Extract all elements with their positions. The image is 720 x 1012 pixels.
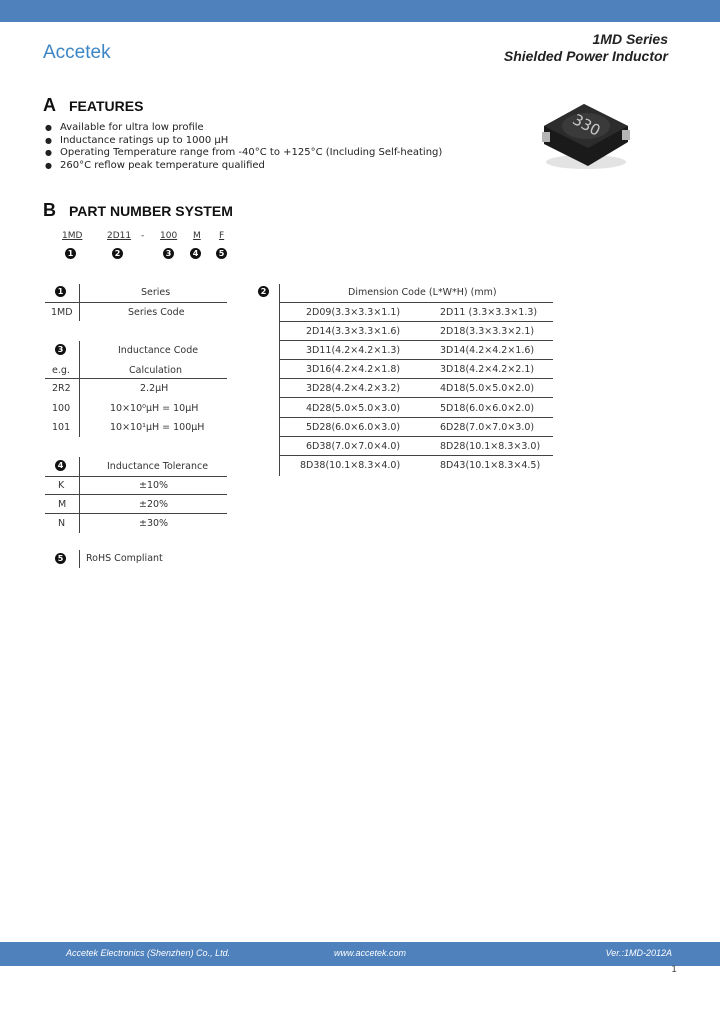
pn-rohs: F — [219, 231, 225, 241]
pn-dash: - — [141, 231, 145, 241]
top-banner — [0, 0, 720, 22]
feature-item: ● Operating Temperature range from -40°C to +125°C (Including Self-heating) — [45, 147, 442, 160]
marker-5: 5 — [216, 248, 227, 259]
rohs-text: RoHS Compliant — [86, 553, 163, 564]
inductance-desc: 2.2µH — [140, 383, 169, 394]
dimension-header: Dimension Code (L*W*H) (mm) — [348, 287, 497, 298]
divider — [279, 321, 553, 322]
section-letter: B — [43, 200, 56, 220]
marker-3: 3 — [55, 344, 66, 355]
marker-3: 3 — [163, 248, 174, 259]
footer-bar — [0, 942, 720, 966]
inductance-calc: Calculation — [129, 365, 182, 376]
tolerance-value: ±30% — [139, 518, 169, 529]
dimension-cell: 2D18(3.3×3.3×2.1) — [440, 326, 535, 337]
divider — [45, 476, 227, 477]
inductance-header: Inductance Code — [118, 345, 199, 356]
footer-company: Accetek Electronics (Shenzhen) Co., Ltd. — [66, 948, 231, 958]
divider — [279, 359, 553, 360]
tolerance-code: K — [58, 480, 65, 491]
divider — [279, 455, 553, 456]
inductance-eg: e.g. — [52, 365, 70, 376]
dimension-cell: 5D18(6.0×6.0×2.0) — [440, 403, 535, 414]
dimension-cell: 3D11(4.2×4.2×1.3) — [306, 345, 401, 356]
dimension-cell: 6D28(7.0×7.0×3.0) — [440, 422, 535, 433]
section-letter: A — [43, 95, 56, 115]
series-name: 1MD Series — [592, 31, 668, 47]
marker-1: 1 — [55, 286, 66, 297]
dimension-cell: 3D28(4.2×4.2×3.2) — [306, 383, 401, 394]
divider — [279, 302, 553, 303]
dimension-cell: 8D38(10.1×8.3×4.0) — [300, 460, 401, 471]
divider — [279, 397, 553, 398]
section-title: FEATURES — [69, 98, 144, 114]
dimension-cell: 3D16(4.2×4.2×1.8) — [306, 364, 401, 375]
inductance-code: 2R2 — [52, 383, 71, 394]
marker-4: 4 — [55, 460, 66, 471]
dimension-cell: 3D18(4.2×4.2×2.1) — [440, 364, 535, 375]
divider — [45, 302, 227, 303]
dimension-cell: 3D14(4.2×4.2×1.6) — [440, 345, 535, 356]
marker-2: 2 — [258, 286, 269, 297]
dimension-cell: 8D28(10.1×8.3×3.0) — [440, 441, 541, 452]
divider — [279, 436, 553, 437]
company-logo: Accetek — [43, 42, 111, 63]
divider — [45, 513, 227, 514]
part-number-heading — [43, 200, 233, 221]
marker-5: 5 — [55, 553, 66, 564]
divider — [279, 378, 553, 379]
divider — [279, 340, 553, 341]
section-title: PART NUMBER SYSTEM — [69, 203, 233, 219]
tolerance-value: ±20% — [139, 499, 169, 510]
feature-item: ● Available for ultra low profile — [45, 122, 442, 135]
product-type: Shielded Power Inductor — [503, 48, 668, 64]
marker-4: 4 — [190, 248, 201, 259]
dimension-cell: 5D28(6.0×6.0×3.0) — [306, 422, 401, 433]
divider — [279, 284, 280, 476]
tolerance-code: N — [58, 518, 66, 529]
inductor-image — [540, 96, 632, 172]
dimension-cell: 4D18(5.0×5.0×2.0) — [440, 383, 535, 394]
divider — [79, 550, 80, 568]
features-list — [45, 122, 442, 172]
dimension-cell: 2D11 (3.3×3.3×1.3) — [440, 307, 538, 318]
dimension-cell: 6D38(7.0×7.0×4.0) — [306, 441, 401, 452]
tolerance-header: Inductance Tolerance — [107, 461, 209, 472]
series-title — [504, 31, 668, 65]
dimension-cell: 4D28(5.0×5.0×3.0) — [306, 403, 401, 414]
dimension-cell: 8D43(10.1×8.3×4.5) — [440, 460, 541, 471]
inductance-code: 100 — [52, 403, 71, 414]
divider — [45, 494, 227, 495]
divider — [45, 378, 227, 379]
feature-item: ● Inductance ratings up to 1000 µH — [45, 135, 442, 148]
divider — [79, 341, 80, 437]
page-number: 1 — [671, 965, 677, 975]
tolerance-code: M — [58, 499, 67, 510]
pn-dimension: 2D11 — [107, 231, 132, 241]
divider — [79, 457, 80, 533]
footer-version: Ver.:1MD-2012A — [605, 948, 672, 958]
tolerance-value: ±10% — [139, 480, 169, 491]
series-code: 1MD — [51, 307, 73, 318]
series-desc: Series Code — [128, 307, 185, 318]
dimension-cell: 2D14(3.3×3.3×1.6) — [306, 326, 401, 337]
inductor-marking: 330 — [569, 110, 604, 140]
pn-series: 1MD — [62, 231, 83, 241]
footer-website[interactable]: www.accetek.com — [334, 948, 407, 958]
series-header: Series — [141, 287, 171, 298]
dimension-cell: 2D09(3.3×3.3×1.1) — [306, 307, 401, 318]
pn-inductance: 100 — [160, 231, 178, 241]
feature-item: ● 260°C reflow peak temperature qualified — [45, 160, 442, 173]
inductance-desc: 10×10¹µH = 100µH — [110, 422, 205, 433]
marker-1: 1 — [65, 248, 76, 259]
divider — [279, 417, 553, 418]
pn-tolerance: M — [193, 231, 201, 241]
inductance-code: 101 — [52, 422, 71, 433]
inductance-desc: 10×10⁰µH = 10µH — [110, 403, 199, 414]
features-heading — [43, 95, 143, 116]
marker-2: 2 — [112, 248, 123, 259]
